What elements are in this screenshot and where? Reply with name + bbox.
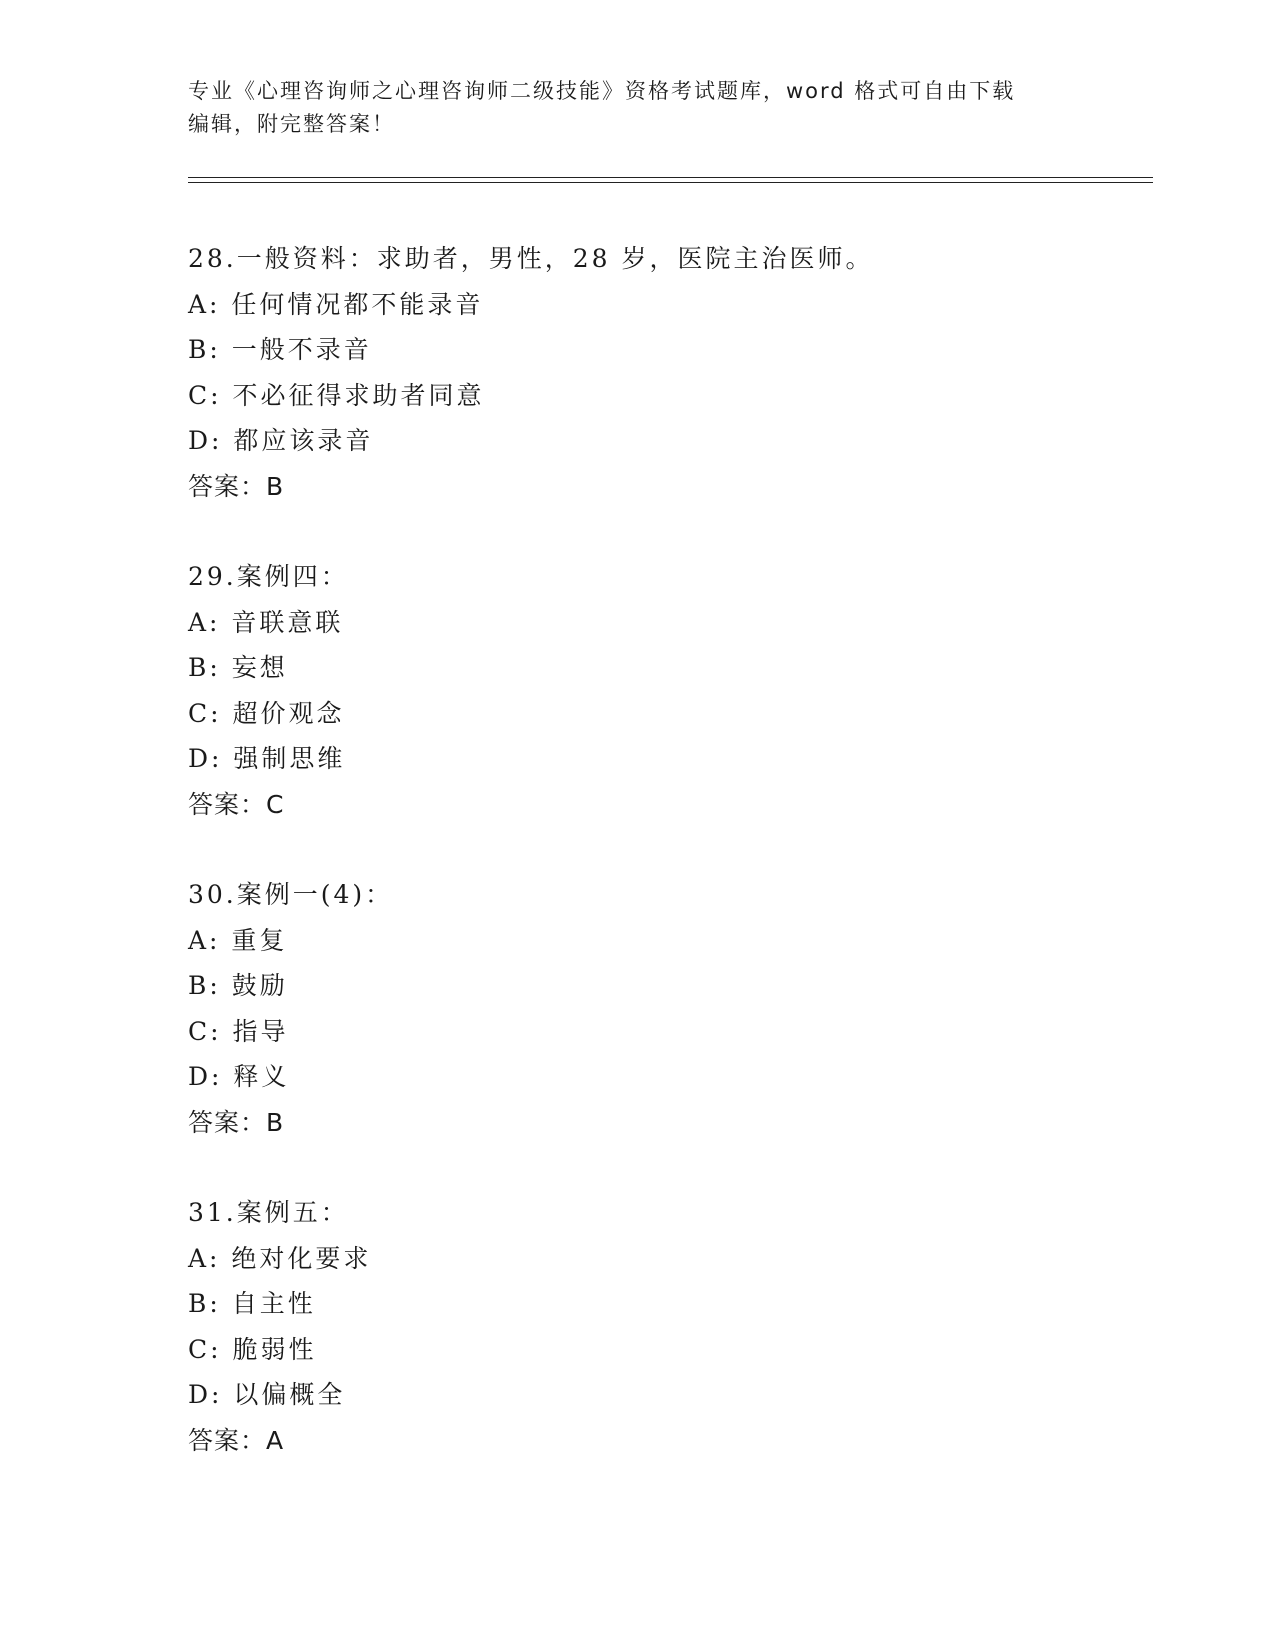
spacer: [188, 509, 1148, 554]
spacer: [188, 1145, 1148, 1190]
option-b: B: 妄想: [188, 653, 288, 682]
option-b: B: 自主性: [188, 1289, 316, 1318]
question-stem: 31.案例五：: [188, 1198, 349, 1227]
option-d: D: 释义: [188, 1062, 290, 1091]
question-stem: 29.案例四：: [188, 562, 349, 591]
option-a: A: 音联意联: [188, 607, 344, 637]
answer: 答案：C: [188, 789, 285, 819]
option-c: C: 脆弱性: [188, 1334, 317, 1364]
question-list: [188, 236, 1148, 1463]
question-stem: 28.一般资料：求助者，男性，28 岁，医院主治医师。: [188, 244, 874, 273]
option-c: C: 不必征得求助者同意: [188, 380, 485, 410]
option-b: B: 鼓励: [188, 971, 288, 1000]
header-line-1: 专业《心理咨询师之心理咨询师二级技能》资格考试题库，word 格式可自由下载: [188, 79, 1016, 103]
option-b: B: 一般不录音: [188, 335, 372, 364]
header-line-2: 编辑，附完整答案！: [188, 112, 395, 136]
option-d: D: 以偏概全: [188, 1380, 346, 1409]
spacer: [188, 827, 1148, 872]
option-d: D: 都应该录音: [188, 426, 374, 455]
header-rule-top: [188, 177, 1153, 178]
option-a: A: 任何情况都不能录音: [188, 289, 484, 319]
option-c: C: 超价观念: [188, 698, 345, 728]
question-31: [188, 1190, 1148, 1463]
header-rule-bottom: [188, 182, 1153, 183]
answer: 答案：A: [188, 1425, 285, 1455]
option-a: A: 重复: [188, 925, 288, 955]
answer: 答案：B: [188, 471, 285, 501]
option-d: D: 强制思维: [188, 744, 346, 773]
question-29: [188, 554, 1148, 827]
question-30: [188, 872, 1148, 1145]
option-a: A: 绝对化要求: [188, 1243, 372, 1273]
answer: 答案：B: [188, 1107, 285, 1137]
question-stem: 30.案例一(4)：: [188, 880, 394, 909]
question-28: [188, 236, 1148, 509]
option-c: C: 指导: [188, 1016, 289, 1046]
